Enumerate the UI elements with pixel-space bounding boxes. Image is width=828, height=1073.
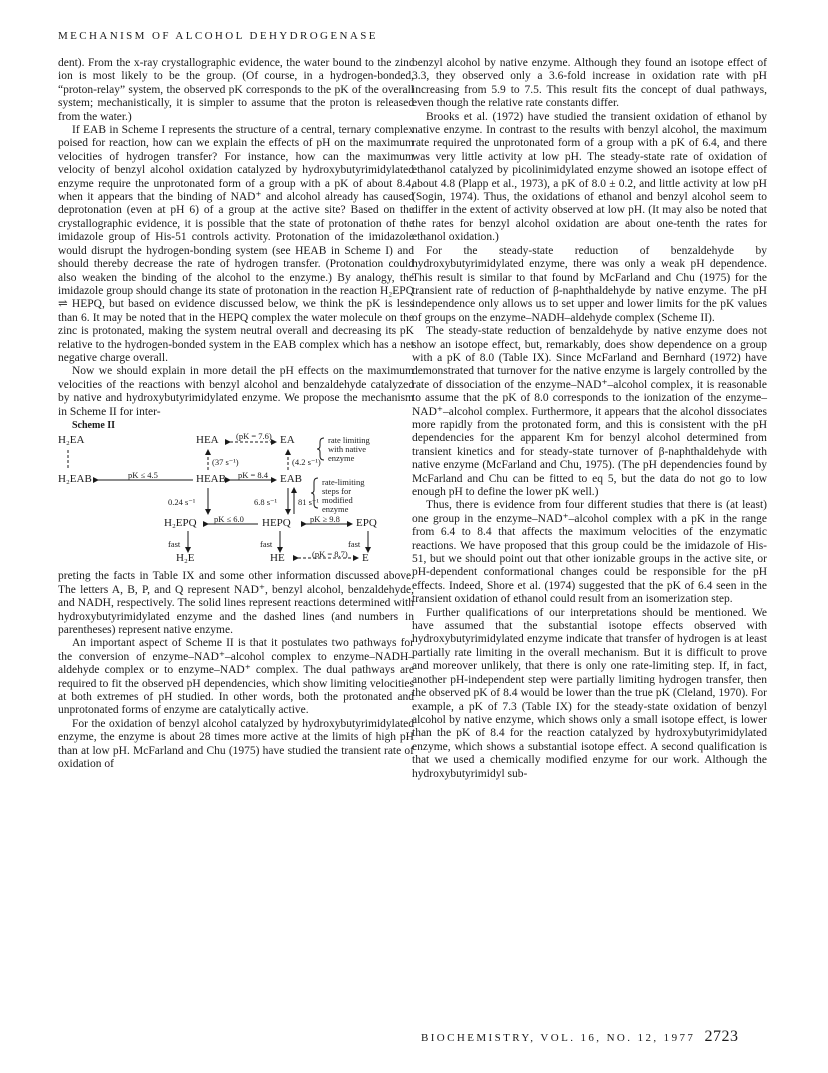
paragraph: An important aspect of Scheme II is that it postulates two pathways for the conversion of enzyme–NAD⁺–alcohol complex to enzyme–NADH–aldehyde complex or to enzyme–NAD⁺ complex. The dual pathways are required to fit the observed pH dependencies, which show limiting velocities at both extremes of pH studied. In other words, both the protonated and unprotonated forms of enzyme are catalytically active. [58, 637, 414, 717]
paragraph: benzyl alcohol by native enzyme. Although they found an isotope effect of 3.3, they observed only a 3.6-fold increase in oxidation rate with pH increasing from 5.9 to 7.5. This result fits the concept of dual pathways, even though the relative rate constants differ. [412, 57, 767, 110]
paragraph: preting the facts in Table IX and some other information discussed above. The letters A, B, P, and Q represent NAD⁺, benzyl alcohol, benzaldehyde, and NADH, respectively. The solid lines represent reactions determined with hydroxybutyrimidylated enzyme and the dashed lines (and numbers in parentheses) represent native enzyme. [58, 570, 414, 636]
note-text: enzyme [328, 453, 355, 464]
paragraph: Now we should explain in more detail the pH effects on the maximum velocities of the reactions with benzyl alcohol and benzaldehyde catalyzed by native and hydroxybutyrimidylated enzyme. We propose the mechanism in Scheme II for inter- [58, 365, 414, 418]
species-hea: HEA [196, 434, 219, 447]
note-text: modified [322, 495, 353, 506]
species-hepq: HEPQ [262, 517, 291, 530]
pk-label: (pK = 8.7) [312, 549, 348, 560]
rate-label: (37 s⁻¹) [212, 457, 239, 468]
rate-label: fast [168, 539, 181, 550]
paragraph: Thus, there is evidence from four different studies that there is (at least) one group in the enzyme–NAD⁺–alcohol complex with a pK in the range from 6.4 to 8.4 that affects the maximum velocities of the enzymatic reactions. We have proposed that this group could be the imidazole of His-51, but we should point out that other ionizable groups in the active site, or pH-dependent conformational changes could be responsible for the pH effects. Indeed, Shore et al. (1974) suggested that the pK of 6.4 seen in the transient oxidation of ethanol could result from an isomerization step. [412, 499, 767, 606]
scheme-diagram [58, 431, 414, 565]
rate-label: 6.8 s⁻¹ [254, 497, 278, 508]
pk-label: pK ≤ 6.0 [214, 514, 244, 525]
right-column [412, 57, 767, 781]
rate-label: 81 s⁻¹ [298, 497, 319, 508]
note-text: rate-limiting [322, 477, 365, 488]
species-h2eab: H₂EAB [58, 473, 92, 486]
note-text: steps for [322, 486, 352, 497]
scheme-title: Scheme II [72, 419, 116, 431]
rate-label: fast [260, 539, 273, 550]
rate-label: (4.2 s⁻¹) [292, 457, 321, 468]
species-epq: EPQ [356, 517, 377, 530]
note-text: enzyme [322, 504, 349, 515]
paragraph: dent). From the x-ray crystallographic evidence, the water bound to the zinc ion is most likely to be the group. (Of course, in a hydrogen-bonded, “proton-relay” system, the observed pK corresponds to the pK of the overall system; mechanistically, it is simpler to assume that the proton is released from the water.) [58, 57, 414, 123]
rate-label: fast [348, 539, 361, 550]
species-eab: EAB [280, 473, 302, 486]
pk-label: pK = 8.4 [238, 470, 269, 481]
pk-label: (pK = 7.6) [236, 431, 272, 442]
note-text: with native [328, 444, 367, 455]
pk-label: pK ≤ 4.5 [128, 470, 158, 481]
left-column [58, 57, 414, 771]
species-he: HE [270, 552, 285, 565]
page-number: 2723 [704, 1028, 739, 1045]
paragraph: If EAB in Scheme I represents the structure of a central, ternary complex poised for reaction, how can we explain the effects of pH on the maximum velocities of hydrogen transfer? For instance, how can the maximum velocity of benzyl alcohol oxidation catalyzed by hydroxybutyrimidylated enzyme require the unprotonated form of a group with a pK of about 8.4, when it appears that the binding of NAD⁺ and alcohol already has caused deprotonation (even at pH 6) of a group at the active site? Based on the crystallographic evidence, it is possible that the state of protonation of the imidazole group of His-51 controls activity. Protonation of the imidazole would disrupt the hydrogen-bonding system (see HEAB in Scheme I) and should thereby decrease the rate of hydrogen transfer. (Protonation could also weaken the binding of the alcohol to the enzyme.) By analogy, the imidazole group should change its state of protonation in the reaction H₂EPQ ⇌ HEPQ, but based on evidence discussed below, we think the pK is less than 6. It may be noted that in the HEPQ complex the water molecule on the zinc is protonated, making the system neutral overall and decreasing its pK relative to the hydrogen-bonded system in the EAB complex which has a net negative charge overall. [58, 124, 414, 364]
paragraph: Brooks et al. (1972) have studied the transient oxidation of ethanol by native enzyme. In contrast to the results with benzyl alcohol, the maximum rate required the unprotonated form of a group with a pK of 6.4, and there was very little activity at low pH. The steady-state rate of oxidation of ethanol catalyzed by picolinimidylated enzyme showed an isotope effect of about 4.8 (Plapp et al., 1973), a pK of 8.0 ± 0.2, and little activity at low pH (Sogin, 1974). Thus, the oxidations of ethanol and benzyl alcohol seem to differ in the extent of activity observed at low pH. (It may also be noted that the rates for benzyl alcohol oxidation are about one-tenth the rates for ethanol oxidation.) [412, 110, 767, 244]
page-footer [421, 1028, 738, 1046]
species-h2ea: H₂EA [58, 434, 85, 447]
species-h2e: H₂E [176, 552, 195, 565]
species-e: E [362, 552, 369, 565]
running-head: MECHANISM OF ALCOHOL DEHYDROGENASE [58, 30, 378, 42]
paragraph: Further qualifications of our interpretations should be mentioned. We have assumed that the substantial isotope effects observed with hydroxybutyrimidylated enzyme indicate that transfer of hydrogen is at least partially rate limiting in the overall mechanism. But it is difficult to prove and moreover unlikely, that there is only one rate-limiting step. If, in fact, another pH-independent step were partially limiting hydrogen transfer, then the observed pK of 8.4 would be lower than the true pK (Cleland, 1970). For example, a pK of 7.3 (Table IX) for the steady-state oxidation of benzyl alcohol by native enzyme, which shows only a small isotope effect, is lower than the pK of 8.4 for the reaction catalyzed by hydroxybutyrimidylated enzyme, which shows a substantial isotope effect. A second qualification is that we used a chemically modified enzyme for our work. Although the hydroxybutyrimidyl sub- [412, 606, 767, 780]
paragraph: For the oxidation of benzyl alcohol catalyzed by hydroxybutyrimidylated enzyme, the enzyme is about 28 times more active at the limits of high pH than at low pH. McFarland and Chu (1975) have studied the transient rate of oxidation of [58, 717, 414, 771]
paragraph: For the steady-state reduction of benzaldehyde by hydroxybutyrimidylated enzyme, there was only a weak pH dependence. This result is similar to that found by McFarland and Chu (1975) for the transient rate of reduction of β-naphthaldehyde by native enzyme. The pH independence only allows us to set upper and lower limits for the pK values of groups on the enzyme–NADH–aldehyde complex (Scheme II). [412, 244, 767, 324]
rate-label: 0.24 s⁻¹ [168, 497, 196, 508]
species-heab: HEAB [196, 473, 226, 486]
pk-label: pK ≥ 9.8 [310, 514, 340, 525]
species-ea: EA [280, 434, 295, 447]
species-h2epq: H₂EPQ [164, 517, 197, 530]
journal-citation: BIOCHEMISTRY, VOL. 16, NO. 12, 1977 [421, 1032, 696, 1044]
note-text: rate limiting [328, 435, 370, 446]
paragraph: The steady-state reduction of benzaldehyde by native enzyme does not show an isotope effect, but, remarkably, does show dependence on a group with a pK of 8.0 (Table IX). Since McFarland and Bernhard (1972) have demonstrated that turnover for the native enzyme is largely controlled by the rate of dissociation of the enzyme–NAD⁺–alcohol complex, it is reasonable to assume that the pK of 8.0 corresponds to the ionization of the enzyme–NAD⁺–alcohol complex. Furthermore, it appears that the alcohol dissociates more rapidly from the protonated form, and this is consistent with the pH dependencies for the apparent Km for benzyl alcohol determined from transient kinetics and for steady-state turnover of β-naphthaldehyde with native enzyme (McFarland and Chu, 1975). (The pH dependencies found by McFarland and Chu can be fitted to eq 5, but the data do not go to low enough pH to define the lower pK well.) [412, 325, 767, 498]
